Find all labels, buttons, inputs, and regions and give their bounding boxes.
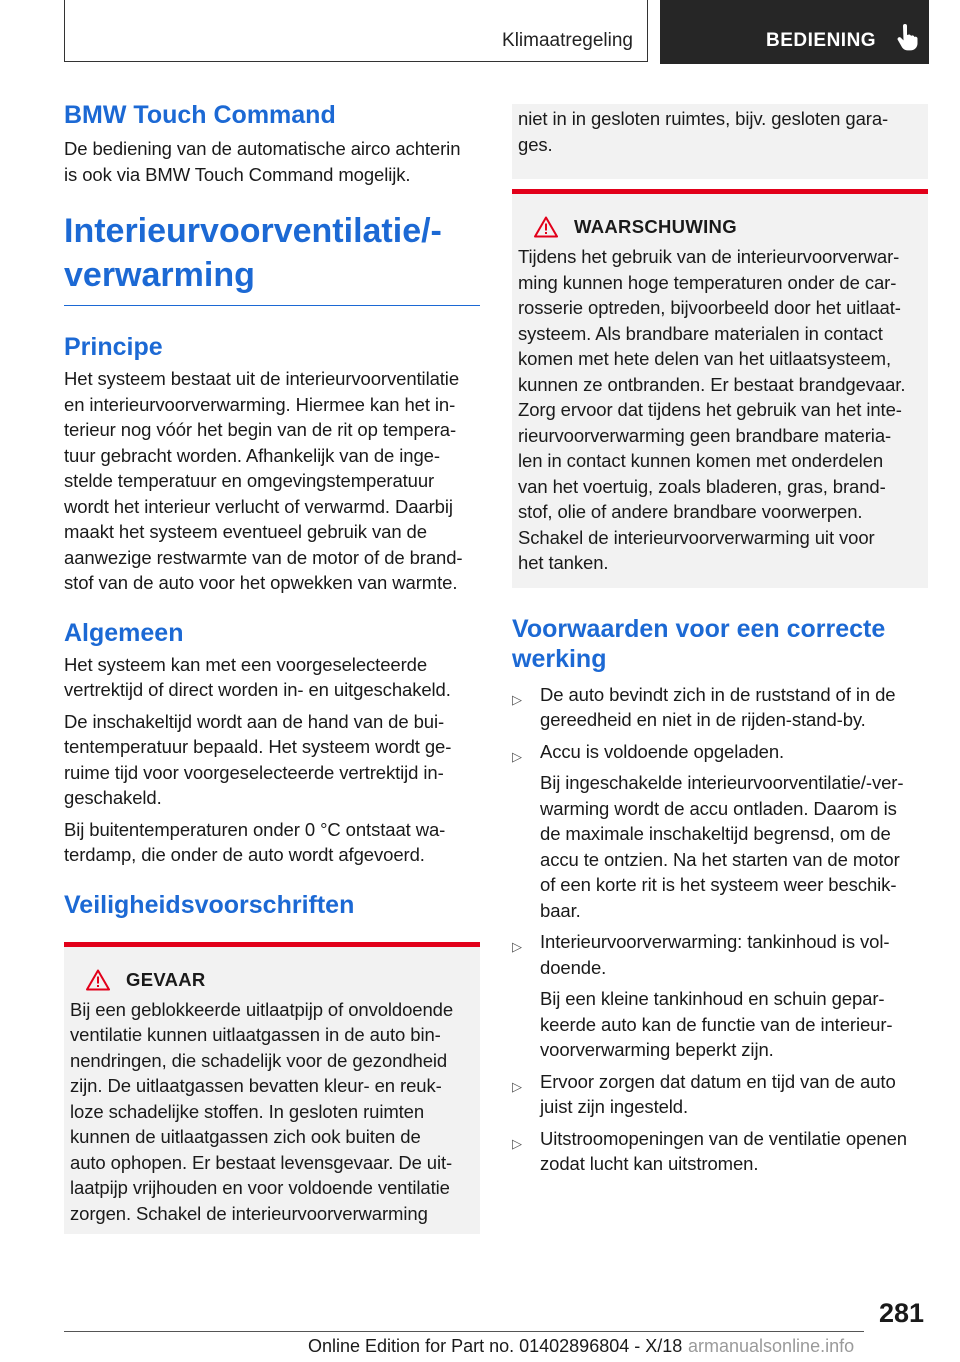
- heading-touch-command: BMW Touch Command: [64, 101, 336, 129]
- requirements-list: [512, 682, 928, 1177]
- left-column: [64, 100, 480, 1234]
- warning-text: Tijdens het gebruik van de interieurvoorverwar- ming kunnen hoge temperaturen onder de car- rosserie optreden, bijvoorbeeld door het uitlaat- systeem. Als brandbare materialen in contact komen met hete delen van het uitlaatsysteem, kunnen ze ontbranden. Er bestaat brandgevaar. Zorg ervoor dat tijdens het gebruik van het inte- rieurvoorverwarming geen brandbare materia- len in contact kunnen komen met onderdelen van het voertuig, zoals bladeren, gras, brand- stof, olie of andere brandbare voorwerpen. Schakel de interieurvoorverwarming uit voor het tanken.: [518, 246, 906, 573]
- bullet-triangle-icon: ▷: [512, 939, 522, 954]
- warning-box: [512, 189, 928, 588]
- heading-veiligheid: Veiligheidsvoorschriften: [64, 890, 355, 919]
- chapter-title: BEDIENING: [766, 30, 877, 51]
- heading-voorwaarden: Voorwaarden voor een correcte werking: [512, 614, 886, 673]
- list-item: ▷ De auto bevindt zich in de ruststand of in de gereedheid en niet in de rijden-stand-by.: [512, 683, 896, 730]
- danger-heading: [70, 969, 474, 991]
- list-item: ▷ Ervoor zorgen dat datum en tijd van de auto juist zijn ingesteld.: [512, 1070, 896, 1117]
- bullet-triangle-icon: ▷: [512, 748, 522, 764]
- list-item-note: Bij een kleine tankinhoud en schuin gepar- keerde auto kan de functie van de interieur- voorverwarming beperkt zijn.: [540, 988, 893, 1060]
- paragraph-principe: Het systeem bestaat uit de interieurvoorventilatie en interieurvoorverwarming. Hiermee kan het in- terieur nog vóór het begin van de rit op tempera- tuur gebracht worden. Afhankelijk van de inge- stelde temperatuur en omgevingstemperatuur wordt het interieur verlucht of verwarmd. Daarbij maakt het systeem eventueel gebruik van de aanwezige restwarmte van de motor of de brand- stof van de auto voor het opwekken van warmte.: [64, 368, 463, 593]
- page-number: 281: [878, 1298, 924, 1328]
- footer-rule: [64, 1331, 864, 1332]
- right-column: [512, 104, 928, 1177]
- paragraph-algemeen-2: De inschakeltijd wordt aan de hand van de bui- tentemperatuur bepaald. Het systeem wordt ge- ruime tijd voor voorgeselecteerde vertrektijd in- geschakeld.: [64, 710, 452, 808]
- heading-principe: Principe: [64, 333, 163, 361]
- warning-triangle-icon: [86, 969, 110, 991]
- list-item-note: Bij ingeschakelde interieurvoorventilatie/-ver- warming wordt de accu ontladen. Daarom is de maximale inschakeltijd begrensd, om de accu te ontzien. Na het starten van de motor of een korte rit is het systeem weer beschik- baar.: [540, 772, 904, 921]
- heading-algemeen: Algemeen: [64, 618, 184, 647]
- danger-text: Bij een geblokkeerde uitlaatpijp of onvoldoende ventilatie kunnen uitlaatgassen in de auto bin- nendringen, die schadelijk voor de gezondheid zijn. De uitlaatgassen bevatten kleur- en reuk- loze schadelijke stoffen. In gesloten ruimten kunnen de uitlaatgassen zich ook buiten de auto ophopen. Er bestaat levensgevaar. De uit- laatpijp vrijhouden en voor voldoende ventilatie zorgen. Schakel de interieurvoorverwarming: [70, 998, 454, 1224]
- list-item: ▷ Interieurvoorverwarming: tankinhoud is vol- doende. Bij een kleine tankinhoud en schuin gepar- keerde auto kan de functie van de interieur- voorverwarming beperkt zijn.: [512, 929, 928, 1063]
- warning-triangle-icon: [534, 216, 558, 238]
- bullet-triangle-icon: ▷: [512, 1135, 522, 1151]
- footer-edition: Online Edition for Part no. 01402896804 - X/18: [308, 1336, 683, 1356]
- section-header: [64, 0, 648, 62]
- pointing-hand-icon: [894, 24, 920, 52]
- list-item: ▷ Uitstroomopeningen van de ventilatie openen zodat lucht kan uitstromen.: [512, 1127, 907, 1174]
- paragraph-touch-command: De bediening van de automatische airco achterin is ook via BMW Touch Command mogelijk.: [64, 138, 461, 185]
- danger-box: [64, 942, 480, 1235]
- danger-title: GEVAAR: [126, 968, 206, 990]
- bullet-triangle-icon: ▷: [512, 691, 522, 707]
- warning-heading: [518, 216, 922, 238]
- heading-rule: [64, 305, 480, 306]
- danger-box-continued: [512, 104, 928, 179]
- chapter-tab: [660, 0, 929, 64]
- paragraph-algemeen-1: Het systeem kan met een voorgeselecteerde vertrektijd of direct worden in- en uitgeschakeld.: [64, 653, 451, 700]
- page-header: [64, 0, 929, 64]
- danger-text-continued: niet in in gesloten ruimtes, bijv. gesloten gara- ges.: [518, 108, 889, 155]
- list-item: ▷ Accu is voldoende opgeladen. Bij ingeschakelde interieurvoorventilatie/-ver- warming wordt de accu ontladen. Daarom is de maximale inschakeltijd begrensd, om de accu te ontzien. Na het starten van de motor of een korte rit is het systeem weer beschik- baar.: [512, 739, 928, 924]
- section-title: Klimaatregeling: [502, 30, 633, 51]
- bullet-triangle-icon: ▷: [512, 1078, 522, 1094]
- paragraph-algemeen-3: Bij buitentemperaturen onder 0 °C ontstaat wa- terdamp, die onder de auto wordt afgevoerd.: [64, 818, 446, 865]
- watermark: armanualsonline.info: [688, 1336, 855, 1356]
- heading-main: Interieurvoorventilatie/- verwarming: [64, 212, 442, 294]
- warning-title: WAARSCHUWING: [574, 216, 737, 237]
